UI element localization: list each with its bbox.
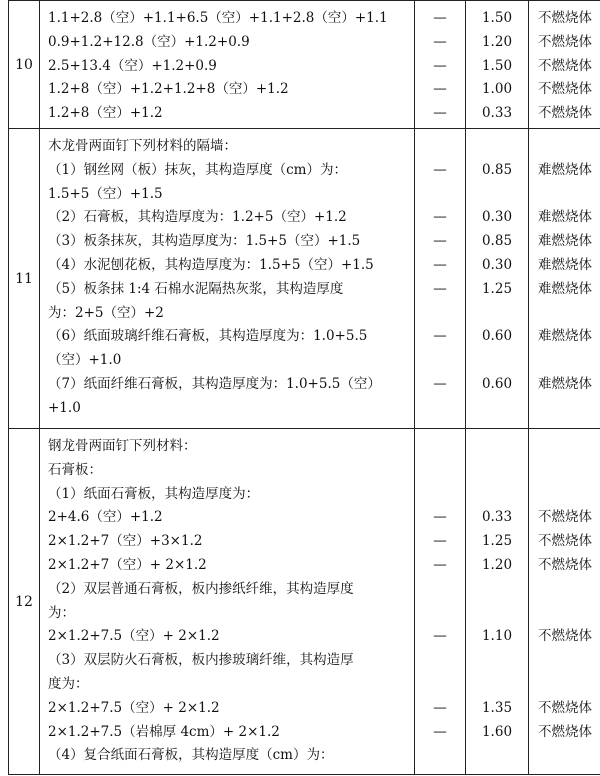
value-cell — [466, 129, 529, 429]
description-cell — [40, 429, 415, 775]
value-line: 1.20 — [481, 556, 513, 573]
value-line — [466, 483, 528, 507]
value-line: 1.60 — [481, 723, 513, 740]
value-line: 0.33 — [481, 509, 513, 526]
classification-cell — [529, 1, 600, 129]
section-number: 10 — [9, 1, 40, 129]
class-line: 不燃烧体 — [538, 105, 592, 122]
value-line — [466, 183, 528, 207]
desc-line: （空）+1.0 — [48, 352, 122, 369]
dash-line: — — [433, 209, 447, 226]
value-line: 1.00 — [481, 81, 513, 98]
classification-cell — [529, 129, 600, 429]
value-line: 1.50 — [481, 57, 513, 74]
class-line: 不燃烧体 — [538, 509, 592, 526]
desc-line: 0.9+1.2+12.8（空）+1.2+0.9 — [48, 33, 250, 50]
desc-line: 2×1.2+7（空）+3×1.2 — [48, 533, 203, 550]
class-line: 难燃烧体 — [538, 209, 592, 226]
class-line — [529, 649, 600, 673]
class-line: 不燃烧体 — [538, 81, 592, 98]
desc-line: 2×1.2+7.5（空）+ 2×1.2 — [48, 628, 220, 645]
desc-line: 2+4.6（空）+1.2 — [48, 509, 163, 526]
desc-line: （5）板条抹 1:4 石棉水泥隔热灰浆，其构造厚度 — [48, 280, 344, 297]
desc-line: +1.0 — [48, 399, 81, 416]
desc-line: 钢龙骨两面钉下列材料： — [48, 438, 197, 454]
dash-line — [415, 602, 465, 626]
dash-line: — — [433, 533, 447, 550]
value-line — [466, 578, 528, 602]
desc-line: 1.2+8（空）+1.2+1.2+8（空）+1.2 — [48, 81, 289, 98]
value-line — [466, 302, 528, 326]
value-line: 1.20 — [481, 33, 513, 50]
dash-line: — — [433, 233, 447, 250]
value-line — [466, 602, 528, 626]
class-line — [529, 349, 600, 373]
class-line: 不燃烧体 — [538, 556, 592, 573]
dash-line: — — [433, 723, 447, 740]
value-line — [466, 435, 528, 459]
fire-resistance-table — [8, 0, 600, 775]
class-line: 不燃烧体 — [538, 699, 592, 716]
desc-line: 度为： — [48, 675, 89, 692]
desc-line: 木龙骨两面钉下列材料的隔墙： — [48, 138, 237, 154]
dash-line — [415, 459, 465, 483]
value-line — [466, 397, 528, 421]
class-line — [529, 673, 600, 697]
class-line — [529, 183, 600, 207]
value-cell — [466, 429, 529, 775]
dash-line — [415, 649, 465, 673]
value-line — [466, 349, 528, 373]
class-line — [529, 302, 600, 326]
dash-line — [415, 673, 465, 697]
value-line — [466, 459, 528, 483]
class-line: 不燃烧体 — [538, 10, 592, 26]
desc-line: （1）纸面石膏板，其构造厚度为： — [48, 485, 260, 502]
desc-line: （4）水泥刨花板，其构造厚度为：1.5+5（空）+1.5 — [48, 256, 374, 273]
desc-line: （4）复合纸面石膏板，其构造厚度（cm）为： — [48, 747, 334, 764]
class-line: 难燃烧体 — [538, 161, 592, 178]
section-row — [9, 129, 600, 429]
value-line: 0.60 — [481, 375, 513, 392]
desc-line: 为： — [48, 604, 75, 621]
value-line: 1.25 — [481, 533, 513, 550]
dash-line — [415, 397, 465, 421]
section-number: 11 — [9, 129, 40, 429]
class-line — [529, 435, 600, 459]
class-line — [529, 483, 600, 507]
dash-line: — — [433, 33, 447, 50]
value-line: 1.50 — [481, 10, 513, 26]
value-line — [466, 744, 528, 768]
value-line — [466, 649, 528, 673]
dash-line: — — [433, 105, 447, 122]
class-line — [529, 744, 600, 768]
class-line — [529, 578, 600, 602]
value-line — [466, 673, 528, 697]
desc-line: 1.5+5（空）+1.5 — [48, 185, 163, 202]
class-line: 不燃烧体 — [538, 723, 592, 740]
dash-line — [415, 483, 465, 507]
dash-line: — — [433, 57, 447, 74]
class-line — [529, 397, 600, 421]
class-line — [529, 135, 600, 159]
section-number: 12 — [9, 429, 40, 775]
dash-cell — [415, 129, 466, 429]
desc-line: （2）双层普通石膏板，板内掺纸纤维，其构造厚度 — [48, 580, 354, 597]
value-line: 1.35 — [481, 699, 513, 716]
value-line: 1.25 — [481, 280, 513, 297]
class-line: 不燃烧体 — [538, 628, 592, 645]
value-line: 0.60 — [481, 328, 513, 345]
classification-cell — [529, 429, 600, 775]
dash-cell — [415, 429, 466, 775]
dash-line — [415, 302, 465, 326]
dash-line: — — [433, 509, 447, 526]
value-line — [466, 135, 528, 159]
desc-line: （6）纸面玻璃纤维石膏板，其构造厚度为：1.0+5.5 — [48, 328, 368, 345]
value-line: 0.85 — [481, 233, 513, 250]
desc-line: 2×1.2+7.5（岩棉厚 4cm）+ 2×1.2 — [48, 723, 280, 740]
dash-line — [415, 183, 465, 207]
desc-line: （1）钢丝网（板）抹灰，其构造厚度（cm）为： — [48, 161, 347, 178]
dash-line — [415, 578, 465, 602]
desc-line: 2.5+13.4（空）+1.2+0.9 — [48, 57, 217, 74]
dash-line — [415, 435, 465, 459]
dash-line: — — [433, 256, 447, 273]
class-line: 不燃烧体 — [538, 533, 592, 550]
class-line: 难燃烧体 — [538, 328, 592, 345]
dash-line — [415, 135, 465, 159]
value-line: 0.30 — [481, 209, 513, 226]
desc-line: 1.1+2.8（空）+1.1+6.5（空）+1.1+2.8（空）+1.1 — [48, 10, 388, 26]
class-line: 不燃烧体 — [538, 33, 592, 50]
dash-line — [415, 744, 465, 768]
value-line: 1.10 — [481, 628, 513, 645]
class-line — [529, 459, 600, 483]
desc-line: 2×1.2+7.5（空）+ 2×1.2 — [48, 699, 220, 716]
class-line — [529, 602, 600, 626]
class-line: 难燃烧体 — [538, 280, 592, 297]
desc-line: （7）纸面纤维石膏板，其构造厚度为：1.0+5.5（空） — [48, 375, 381, 392]
desc-line: （3）板条抹灰，其构造厚度为：1.5+5（空）+1.5 — [48, 233, 361, 250]
value-line: 0.30 — [481, 256, 513, 273]
desc-line: 2×1.2+7（空）+ 2×1.2 — [48, 556, 207, 573]
class-line: 难燃烧体 — [538, 256, 592, 273]
class-line: 难燃烧体 — [538, 375, 592, 392]
dash-line: — — [433, 161, 447, 178]
class-line: 不燃烧体 — [538, 57, 592, 74]
dash-cell — [415, 1, 466, 129]
dash-line: — — [433, 10, 447, 26]
dash-line — [415, 349, 465, 373]
value-line: 0.33 — [481, 105, 513, 122]
dash-line: — — [433, 699, 447, 716]
dash-line: — — [433, 556, 447, 573]
section-row — [9, 1, 600, 129]
description-cell — [40, 1, 415, 129]
class-line: 难燃烧体 — [538, 233, 592, 250]
desc-line: （2）石膏板，其构造厚度为：1.2+5（空）+1.2 — [48, 209, 347, 226]
dash-line: — — [433, 328, 447, 345]
dash-line: — — [433, 280, 447, 297]
dash-line: — — [433, 81, 447, 98]
desc-line: 为：2+5（空）+2 — [48, 304, 164, 321]
dash-line: — — [433, 375, 447, 392]
dash-line: — — [433, 628, 447, 645]
desc-line: （3）双层防火石膏板，板内掺玻璃纤维，其构造厚 — [48, 652, 354, 669]
section-row — [9, 429, 600, 775]
description-cell — [40, 129, 415, 429]
desc-line: 石膏板： — [48, 461, 102, 478]
desc-line: 1.2+8（空）+1.2 — [48, 105, 163, 122]
value-cell — [466, 1, 529, 129]
value-line: 0.85 — [481, 161, 513, 178]
